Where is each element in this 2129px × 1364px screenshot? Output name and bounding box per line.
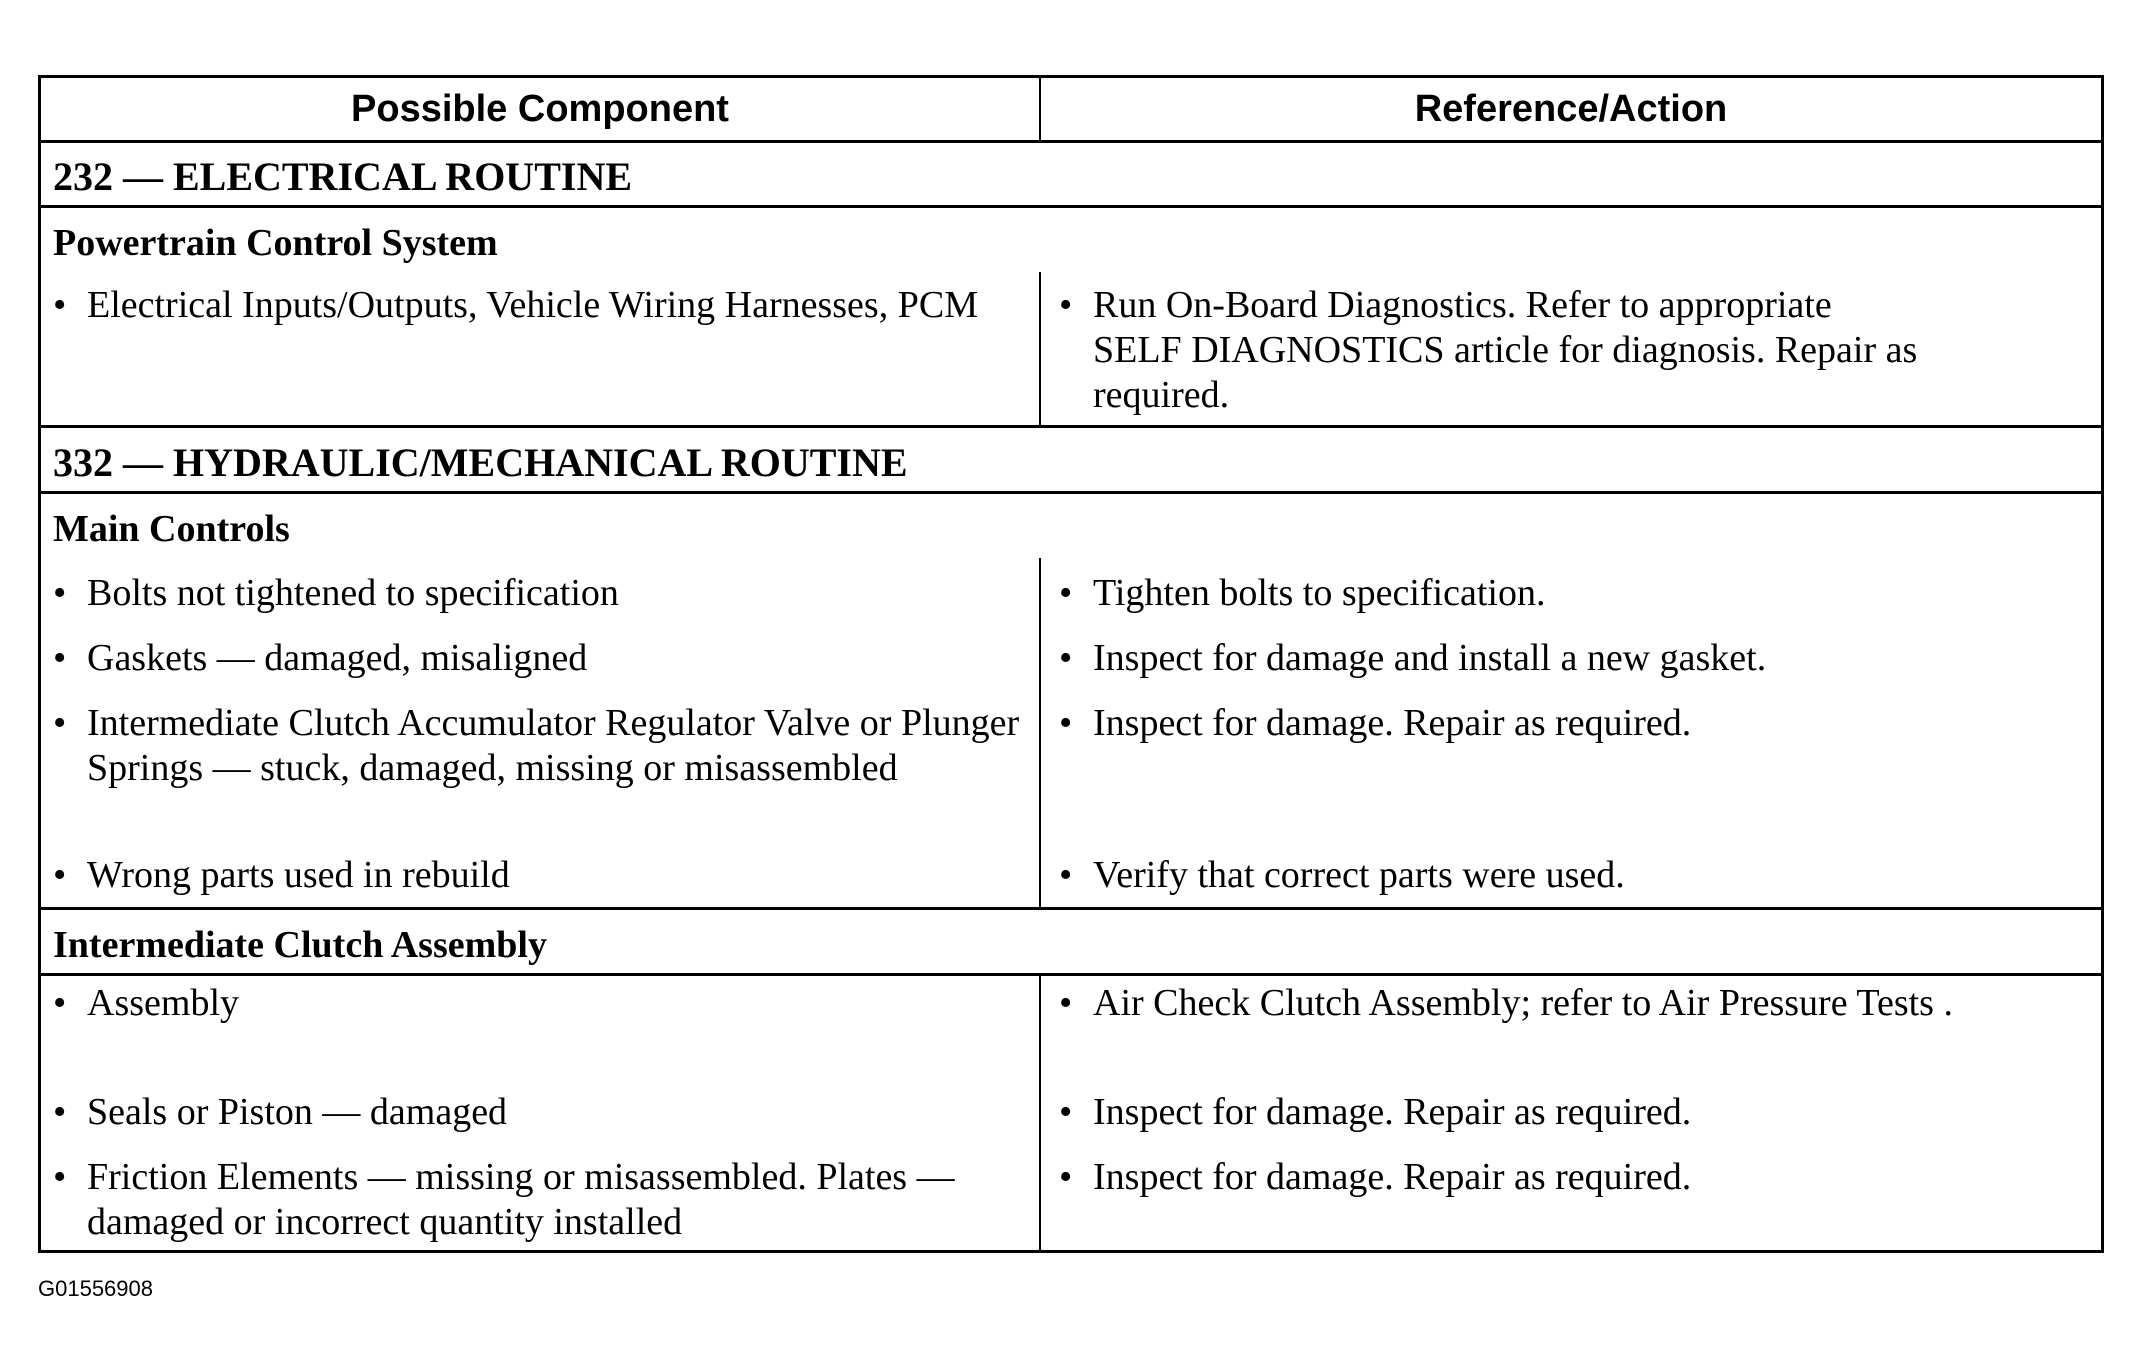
component-text: Wrong parts used in rebuild [87, 854, 510, 896]
component-text: Friction Elements — missing or misassembled. Plates — damaged or incorrect quantity installed [87, 1156, 955, 1243]
column-header-action: Reference/Action [1414, 88, 1728, 130]
action-text: Inspect for damage. Repair as required. [1093, 702, 1692, 744]
rule [41, 425, 2101, 428]
bullet-icon: • [1059, 1091, 1073, 1133]
component-item [53, 1155, 1033, 1245]
action-item [1059, 636, 2089, 681]
bullet-icon: • [1059, 854, 1073, 896]
bullet-icon: • [53, 284, 67, 326]
action-item [1059, 701, 2089, 746]
bullet-icon: • [1059, 1156, 1073, 1198]
component-item [53, 701, 1033, 791]
action-item [1059, 283, 1929, 418]
bullet-icon: • [53, 1156, 67, 1198]
component-item [53, 981, 1033, 1026]
component-text: Intermediate Clutch Accumulator Regulator Valve or Plunger Springs — stuck, damaged, missing or misassembled [87, 702, 1020, 789]
bullet-icon: • [53, 702, 67, 744]
action-text: Inspect for damage. Repair as required. [1093, 1156, 1692, 1198]
column-divider [1039, 558, 1041, 907]
group-title-intermediate-clutch: Intermediate Clutch Assembly [53, 924, 547, 966]
action-text: Inspect for damage. Repair as required. [1093, 1091, 1692, 1133]
figure-id: G01556908 [38, 1276, 153, 1301]
column-divider [1039, 272, 1041, 425]
bullet-icon: • [53, 982, 67, 1024]
section-title-hydraulic: 332 — HYDRAULIC/MECHANICAL ROUTINE [53, 440, 908, 485]
diagnosis-table [38, 75, 2104, 1253]
rule [41, 907, 2101, 910]
rule [41, 140, 2101, 143]
bullet-icon: • [1059, 982, 1073, 1024]
action-item [1059, 853, 2089, 898]
component-text: Assembly [87, 982, 239, 1024]
rule [41, 973, 2101, 976]
group-title-main-controls: Main Controls [53, 508, 290, 550]
action-text: Inspect for damage and install a new gasket. [1093, 637, 1767, 679]
action-item [1059, 1090, 2089, 1135]
bullet-icon: • [1059, 284, 1073, 326]
bullet-icon: • [1059, 702, 1073, 744]
component-item [53, 636, 1033, 681]
bullet-icon: • [53, 637, 67, 679]
component-item [53, 571, 1033, 616]
component-item [53, 283, 1033, 328]
action-text: Air Check Clutch Assembly; refer to Air Pressure Tests . [1093, 982, 1953, 1024]
bullet-icon: • [1059, 637, 1073, 679]
action-item [1059, 1155, 2089, 1200]
bullet-icon: • [53, 1091, 67, 1133]
section-title-electrical: 232 — ELECTRICAL ROUTINE [53, 154, 633, 199]
bullet-icon: • [1059, 572, 1073, 614]
column-header-component: Possible Component [351, 88, 729, 130]
action-text: Verify that correct parts were used. [1093, 854, 1625, 896]
component-text: Gaskets — damaged, misaligned [87, 637, 588, 679]
rule [41, 491, 2101, 494]
group-title-powertrain: Powertrain Control System [53, 222, 498, 264]
rule [41, 205, 2101, 208]
action-text: Tighten bolts to specification. [1093, 572, 1546, 614]
column-divider [1039, 973, 1041, 1250]
component-text: Seals or Piston — damaged [87, 1091, 508, 1133]
component-text: Bolts not tightened to specification [87, 572, 619, 614]
component-item [53, 853, 1033, 898]
bullet-icon: • [53, 854, 67, 896]
column-divider [1039, 78, 1041, 140]
action-item [1059, 981, 2089, 1026]
bullet-icon: • [53, 572, 67, 614]
action-text: Run On-Board Diagnostics. Refer to appropriate SELF DIAGNOSTICS article for diagnosis. Repair as required. [1093, 284, 1918, 416]
action-item [1059, 571, 2089, 616]
component-item [53, 1090, 1033, 1135]
component-text: Electrical Inputs/Outputs, Vehicle Wiring Harnesses, PCM [87, 284, 978, 326]
